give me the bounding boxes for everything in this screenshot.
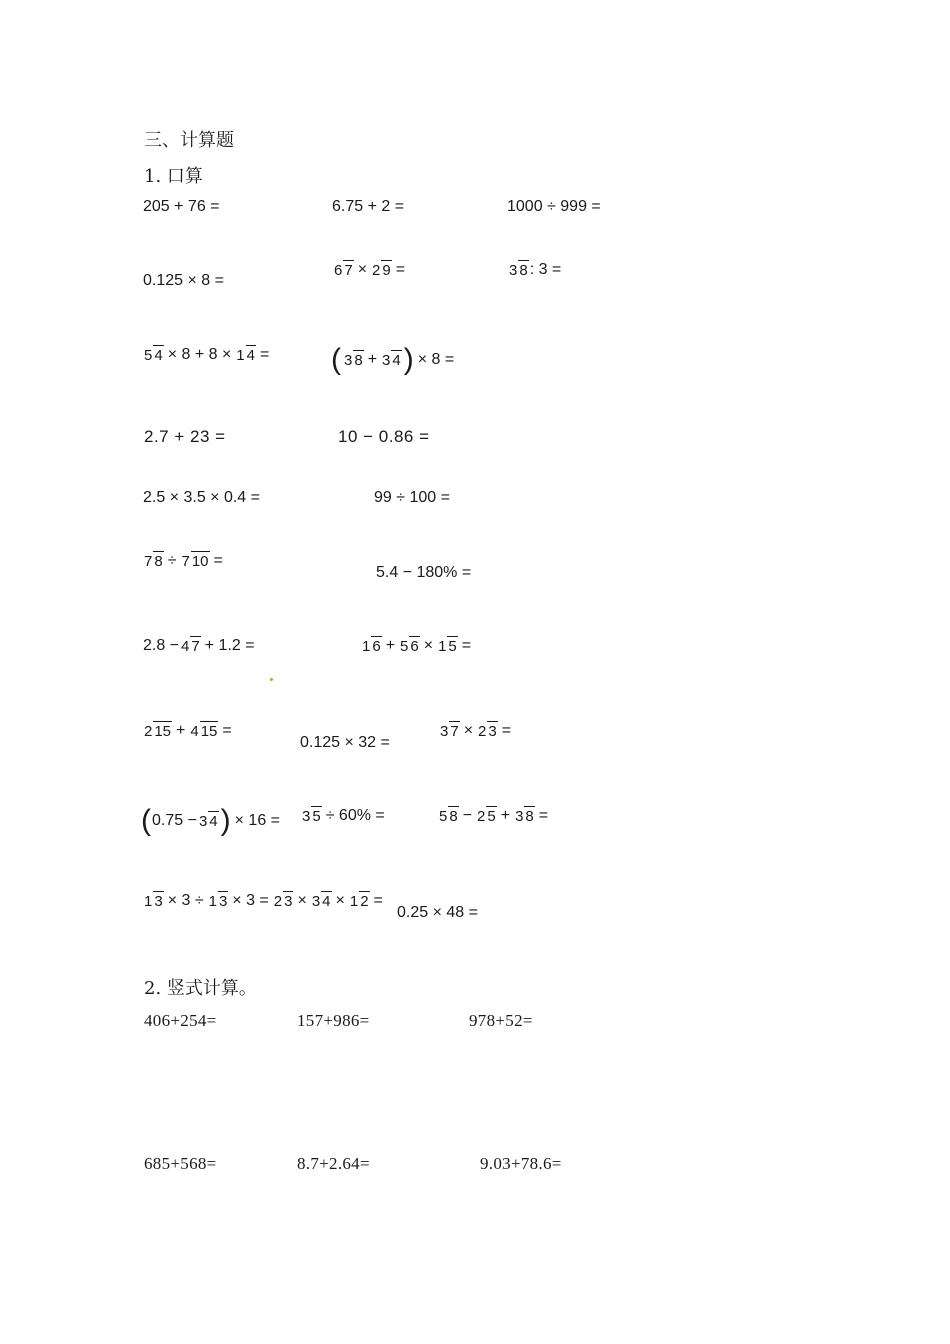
fraction: 5 4 [144,347,163,364]
problem-r9a: ( 0.75 − 3 4 ) × 16 = [141,804,280,837]
fraction: 3 5 [302,808,321,825]
problem-r6a: 7 8 ÷ 7 10 = [144,552,223,570]
problem-r6b: 5.4 − 180% = [376,564,472,581]
fraction: 3 4 [382,352,401,369]
problem-r5a: 2.5 × 3.5 × 0.4 = [143,489,260,506]
fraction: 3 7 [440,723,459,740]
fraction: 1 3 [144,893,163,910]
fraction: 1 6 [362,638,381,655]
vertical-problem: 157+986= [297,1011,370,1030]
fraction: 1 5 [438,638,457,655]
problem-r2a: 0.125 × 8 = [143,272,224,289]
vertical-problem: 406+254= [144,1011,217,1030]
fraction: 3 8 [344,352,363,369]
fraction: 1 2 [349,893,369,910]
problem-r9c: 5 8 − 2 5 + 3 8 = [439,807,549,825]
fraction: 4 7 [181,638,200,655]
fraction: 7 10 [181,553,209,570]
problem-r5b: 99 ÷ 100 = [374,489,450,506]
fraction: 1 4 [236,347,255,364]
problem-r10b: 0.25 × 48 = [397,904,478,921]
problem-r3a: 5 4 × 8 + 8 × 1 4 = [144,346,270,364]
part2-title: 2. 竖式计算。 [144,978,257,999]
vertical-problem: 9.03+78.6= [480,1154,562,1173]
fraction: 1 3 [208,893,228,910]
problem-r8c: 3 7 × 2 3 = [440,722,512,740]
stray-dot [270,678,273,681]
problem-r3b: ( 3 8 + 3 4 ) × 8 = [331,343,455,376]
fraction: 3 8 [515,808,534,825]
fraction: 2 3 [273,893,293,910]
fraction: 5 8 [439,808,458,825]
problem-r1c: 1000 ÷ 999 = [507,198,601,215]
problem-r8b: 0.125 × 32 = [300,734,390,751]
problem-r4b: 10 − 0.86 = [338,427,430,446]
section-title: 三、计算题 [144,130,234,151]
vertical-problem: 685+568= [144,1154,217,1173]
fraction: 2 5 [477,808,496,825]
fraction: 3 4 [198,813,218,830]
problem-r7a: 2.8 − 4 7 + 1.2 = [143,637,255,655]
fraction: 7 8 [144,553,163,570]
problem-r2c: 3 8 : 3 = [509,261,562,279]
fraction: 3 4 [311,893,331,910]
part1-title: 1. 口算 [144,166,203,187]
fraction: 2 3 [478,723,497,740]
fraction: 3 8 [509,262,528,279]
problem-r10a: 1 3 × 3 ÷ 1 3 × 3 = 2 3 × 3 4 × 1 2 = [144,892,383,910]
fraction: 4 15 [190,723,218,740]
problem-r8a: 2 15 + 4 15 = [144,722,232,740]
vertical-problem: 8.7+2.64= [297,1154,370,1173]
fraction: 6 7 [334,262,353,279]
fraction: 2 9 [372,262,391,279]
problem-r1b: 6.75 + 2 = [332,198,405,215]
fraction: 5 6 [400,638,419,655]
problem-r9b: 3 5 ÷ 60% = [302,807,385,825]
vertical-problem: 978+52= [469,1011,533,1030]
problem-r1a: 205 + 76 = [143,198,220,215]
problem-r2b: 6 7 × 2 9 = [334,261,406,279]
problem-r4a: 2.7 + 23 = [144,427,226,446]
fraction: 2 15 [144,723,172,740]
problem-r7b: 1 6 + 5 6 × 1 5 = [362,637,472,655]
